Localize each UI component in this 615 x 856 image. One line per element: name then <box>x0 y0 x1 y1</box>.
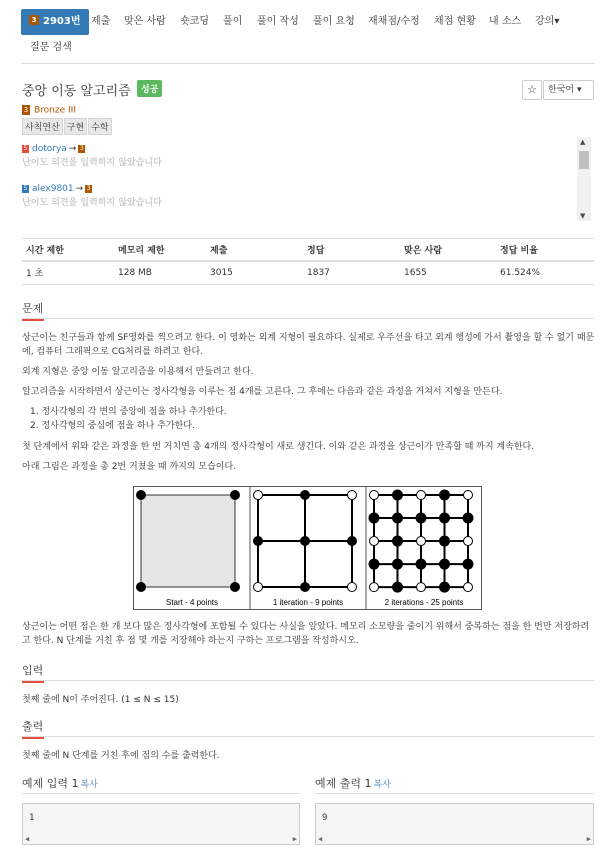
grid-point <box>370 583 379 592</box>
grid-point <box>369 513 379 523</box>
grid-point <box>440 536 450 546</box>
scroll-left-icon[interactable]: ◀ <box>318 835 323 843</box>
section-title-problem <box>22 300 43 316</box>
grid-point <box>464 491 473 500</box>
opinions-scrollbar[interactable] <box>577 137 591 221</box>
grid-point <box>393 513 403 523</box>
opinion-username[interactable]: alex9801 <box>32 184 74 194</box>
tag-implementation[interactable]: 구현 <box>64 118 87 135</box>
bronze-medal-icon: 3 <box>29 15 39 25</box>
problem-paragraph-2: 외계 지형은 중앙 이동 알고리즘을 이용해서 만들려고 한다. <box>22 367 254 377</box>
grid-point <box>463 513 473 523</box>
list-item: 2. 정사각형의 중심에 점을 하나 추가한다. <box>30 421 195 431</box>
grid-point <box>416 513 426 523</box>
section-underline <box>22 681 44 683</box>
scroll-left-icon[interactable]: ◀ <box>25 835 30 843</box>
problem-paragraph-1: 상근이는 친구들과 함께 SF영화를 찍으려고 한다. 이 영화는 외계 지형이 필요하다. 실제로 우주선을 타고 외계 행성에 가서 촬영을 할 수 없기 때문에, 컴퓨터 그래픽으로 CG처리를 하려고 한다. <box>22 333 595 357</box>
bronze-tier-icon: 3 <box>86 184 91 192</box>
step-list <box>30 405 227 433</box>
header-ratio: 정답 비율 <box>496 239 594 261</box>
tab-status[interactable]: 채점 현황 <box>434 16 476 27</box>
divider <box>22 793 300 794</box>
favorite-star-button[interactable] <box>522 80 542 100</box>
tag-arithmetic[interactable]: 사칙연산 <box>22 118 63 135</box>
header-memory-limit: 메모리 제한 <box>114 239 206 261</box>
divider <box>22 680 594 681</box>
arrow-icon: → <box>68 144 77 154</box>
tab-my-source[interactable]: 내 소스 <box>489 16 522 27</box>
accepted-value: 1837 <box>303 261 400 285</box>
step-text: 정사각형의 각 변의 중앙에 점을 하나 추가한다. <box>41 407 227 417</box>
divider <box>315 793 594 794</box>
grid-point <box>370 537 379 546</box>
grid-point <box>417 583 426 592</box>
tier-text: Bronze III <box>34 105 76 116</box>
problem-paragraph-6: 상근이는 어떤 점은 한 개 보다 많은 정사각형에 포함될 수 있다는 사실을 알았다. 메모리 소모량을 줄이기 위해서 중복하는 점을 한 번만 저장하려고 한다. N 단계를 거친 후 점 몇 개를 저장해야 하는지 구하는 프로그램을 작성하시오. <box>22 622 590 646</box>
input-description: 첫째 줄에 N이 주어진다. (1 ≤ N ≤ 15) <box>22 695 179 705</box>
tab-correct-users[interactable]: 맞은 사람 <box>124 16 166 27</box>
section-title-text: 문제 <box>22 302 44 315</box>
grid-point <box>440 513 450 523</box>
grid-point <box>440 559 450 569</box>
example-title-text: 예제 입력 1 <box>22 777 79 790</box>
caption-iteration-2: 2 iterations - 25 points <box>384 598 464 607</box>
tab-label: 2903번 <box>43 16 81 27</box>
header-submissions: 제출 <box>206 239 303 261</box>
copy-output-button[interactable]: 복사 <box>373 780 391 790</box>
scroll-up-icon[interactable]: ▲ <box>580 138 586 146</box>
grid-point <box>464 537 473 546</box>
problem-paragraph-5: 아래 그림은 과정을 총 2번 거쳤을 때 까지의 모습이다. <box>22 462 237 472</box>
example-output-title <box>315 775 391 791</box>
language-label: 한국어 <box>548 85 575 95</box>
example-input-box[interactable] <box>22 803 300 845</box>
header-solved-users: 맞은 사람 <box>400 239 496 261</box>
tab-rejudge[interactable]: 재채점/수정 <box>368 16 420 27</box>
opinion-user-row[interactable] <box>22 183 592 195</box>
example-output-box[interactable] <box>315 803 594 845</box>
tab-write-solution[interactable]: 풀이 작성 <box>257 16 299 27</box>
tab-lecture[interactable]: 강의▾ <box>535 16 560 27</box>
tab-solutions[interactable]: 풀이 <box>223 16 243 27</box>
table-row <box>22 261 594 285</box>
copy-input-button[interactable]: 복사 <box>80 780 98 790</box>
page-title: 중앙 이동 알고리즘 <box>22 84 131 99</box>
grid-point <box>393 559 403 569</box>
problem-stats-table <box>22 238 594 285</box>
scroll-right-icon[interactable]: ▶ <box>586 835 591 843</box>
scroll-right-icon[interactable]: ▶ <box>292 835 297 843</box>
tab-question-search[interactable]: 질문 검색 <box>30 42 72 53</box>
horizontal-scrollbar[interactable] <box>23 832 299 844</box>
bronze-tier-icon: 3 <box>79 144 84 152</box>
bronze-tier-icon: 3 <box>23 106 29 114</box>
problem-tabs <box>21 8 595 64</box>
opinion-text: 난이도 의견을 입력하지 않았습니다 <box>22 198 162 208</box>
iteration-2-grid <box>369 490 473 592</box>
tag-list <box>22 118 113 135</box>
language-select[interactable] <box>543 80 594 100</box>
grid-point <box>370 491 379 500</box>
time-limit-value: 1 초 <box>22 261 114 285</box>
grid-point <box>417 537 426 546</box>
chevron-down-icon: ▾ <box>576 85 582 95</box>
grid-point <box>417 491 426 500</box>
grid-point <box>440 582 450 592</box>
grid-point <box>393 536 403 546</box>
caption-start: Start - 4 points <box>165 598 219 607</box>
tab-problem[interactable] <box>21 9 89 35</box>
arrow-icon: → <box>75 184 84 194</box>
problem-paragraph-4: 첫 단계에서 위와 같은 과정을 한 번 거치면 총 4개의 정사각형이 새로 생긴다. 이와 같은 과정을 상근이가 만족할 때 까지 계속한다. <box>22 442 535 452</box>
scroll-thumb[interactable] <box>579 151 589 169</box>
list-item: 1. 정사각형의 각 변의 중앙에 점을 하나 추가한다. <box>30 407 227 417</box>
grid-point <box>369 559 379 569</box>
grid-point <box>440 490 450 500</box>
section-underline <box>22 737 44 739</box>
memory-limit-value: 128 MB <box>114 261 206 285</box>
divider <box>22 318 594 319</box>
iteration-figure <box>133 486 482 610</box>
user-rank-icon: 5 <box>23 144 28 152</box>
user-rank-icon: 5 <box>23 184 28 192</box>
output-description: 첫째 줄에 N 단계를 거친 후에 점의 수를 출력한다. <box>22 751 220 761</box>
example-input-value: 1 <box>29 813 35 823</box>
divider <box>22 736 594 737</box>
grid-point <box>393 490 403 500</box>
scroll-down-icon[interactable]: ▼ <box>580 212 586 220</box>
header-time-limit: 시간 제한 <box>22 239 114 261</box>
opinion-username[interactable]: dotorya <box>32 144 67 154</box>
grid-point <box>464 583 473 592</box>
submissions-value: 3015 <box>206 261 303 285</box>
section-title-output <box>22 718 43 734</box>
example-output-value: 9 <box>322 813 328 823</box>
tab-submit[interactable]: 제출 <box>91 16 111 27</box>
star-icon: ☆ <box>527 83 537 96</box>
table-header-row <box>22 239 594 261</box>
tab-request-solution[interactable]: 풀이 요청 <box>313 16 355 27</box>
step-text: 정사각형의 중심에 점을 하나 추가한다. <box>41 421 195 431</box>
grid-point <box>416 559 426 569</box>
horizontal-scrollbar[interactable] <box>316 832 593 844</box>
opinion-user-row[interactable] <box>22 143 592 155</box>
opinion-text: 난이도 의견을 입력하지 않았습니다 <box>22 158 162 168</box>
section-underline <box>22 319 44 321</box>
tag-math[interactable]: 수학 <box>88 118 111 135</box>
ratio-value: 61.524% <box>496 261 594 285</box>
section-title-text: 입력 <box>22 664 44 677</box>
caption-iteration-1: 1 iteration - 9 points <box>272 598 344 607</box>
tab-shortcoding[interactable]: 숏코딩 <box>180 16 209 27</box>
solved-users-value: 1655 <box>400 261 496 285</box>
difficulty-opinions <box>22 137 592 221</box>
header-accepted: 정답 <box>303 239 400 261</box>
grid-point <box>393 582 403 592</box>
iteration-diagram <box>134 487 481 609</box>
section-title-text: 출력 <box>22 720 44 733</box>
example-input-title <box>22 775 98 791</box>
example-title-text: 예제 출력 1 <box>315 777 372 790</box>
grid-point <box>463 559 473 569</box>
tier-label[interactable] <box>22 105 76 116</box>
problem-paragraph-3: 알고리즘을 시작하면서 상근이는 정사각형을 이루는 점 4개를 고른다. 그 후에는 다음과 같은 과정을 거쳐서 지형을 만든다. <box>22 387 503 397</box>
section-title-input <box>22 662 43 678</box>
status-badge: 성공 <box>137 80 162 97</box>
